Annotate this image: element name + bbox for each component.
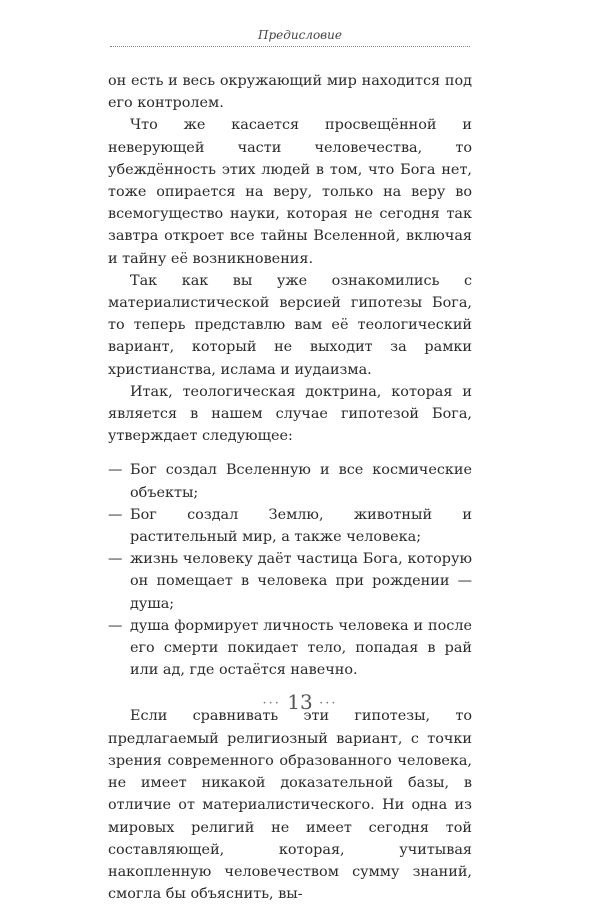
paragraph-1: он есть и весь окружающий мир находится под его контролем. <box>108 73 472 112</box>
running-title: Предисловие <box>258 28 342 42</box>
paragraph-4: Итак, теологическая доктрина, которая и является в нашем случае гипотезой Бога, утверждает следующее: <box>108 383 472 445</box>
paragraph-3: Так как вы уже ознакомились с материалистической версией гипотезы Бога, то теперь представлю вам её теологический вариант, который не выходит за рамки христианства, ислама и иудаизма. <box>108 272 472 378</box>
body-text <box>108 70 472 905</box>
header-dotted-rule <box>110 46 470 47</box>
page-number: 13 <box>287 690 313 714</box>
page-number-block <box>0 690 600 714</box>
list-item-text: Бог создал Землю, животный и растительный мир, а также человека; <box>130 506 472 546</box>
list-dash: — <box>108 506 123 523</box>
list-item <box>108 459 472 503</box>
list-dash: — <box>108 462 123 479</box>
page-number-dots-left: ··· <box>262 696 281 711</box>
list-item <box>108 548 472 615</box>
list-item <box>108 615 472 682</box>
page-number-dots-right: ··· <box>319 696 338 711</box>
list-item-text: жизнь человеку даёт частица Бога, которую он помещает в человека при рождении — душа; <box>130 551 472 612</box>
list-dash: — <box>108 551 123 568</box>
paragraph-5: Если сравнивать эти гипотезы, то предлагаемый религиозный вариант, с точки зрения современного образованного человека, не имеет никакой доказательной базы, в отличие от материалистического. Ни одна из мировых религий не имеет сегодня той составляющей, которая, учитывая накопленную человечеством сумму знаний, смогла бы объяснить, вы- <box>108 708 472 903</box>
doctrine-list <box>108 459 472 681</box>
list-item-text: душа формирует личность человека и после его смерти покидает тело, попадая в рай или ад, где остаётся навечно. <box>130 617 472 679</box>
list-dash: — <box>108 617 123 634</box>
list-item-text: Бог создал Вселенную и все космические объекты; <box>130 462 472 501</box>
list-item <box>108 504 472 548</box>
paragraph-2: Что же касается просвещённой и неверующей части человечества, то убеждённость этих людей в том, что Бога нет, тоже опирается на веру, только на веру во всемогущество науки, которая не сегодня так завтра откроет все тайны Вселенной, включая и тайну её возникновения. <box>108 117 472 267</box>
